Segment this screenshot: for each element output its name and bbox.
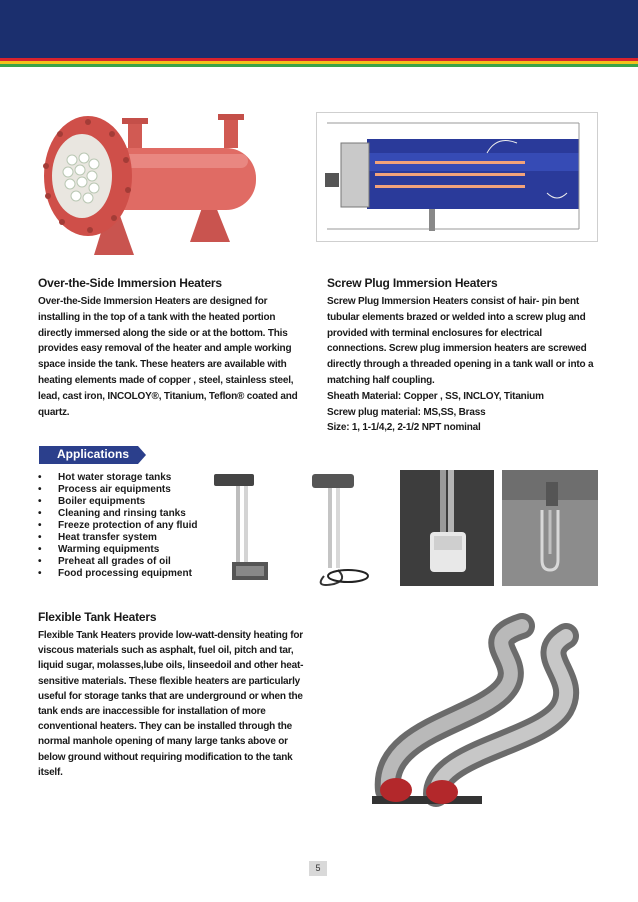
screw-plug-line: Screw Plug Immersion Heaters consist of hair- pin bent	[327, 296, 580, 307]
list-item: • Preheat all grades of oil	[38, 556, 171, 567]
over-side-heater-product-image-1	[206, 466, 274, 588]
over-side-line: heating elements made of copper , steel, stainless steel,	[38, 374, 294, 386]
over-side-line: directly immersed along the side or at the bottom. This	[38, 327, 288, 339]
header-stripe-green	[0, 64, 638, 67]
screw-plug-spec-sheath: Sheath Material: Copper , SS, INCLOY, Titanium	[327, 390, 544, 402]
bullet-icon: •	[38, 496, 42, 507]
screw-plug-line: directly through a threaded opening in a tank wall or into a	[327, 359, 594, 371]
bullet-icon: •	[38, 568, 42, 579]
list-item: • Cleaning and rinsing tanks	[38, 508, 186, 519]
screw-plug-diagram-image	[316, 112, 598, 242]
over-side-line: provides easy removal of the heater and ample working	[38, 343, 292, 355]
over-side-line: Over-the-Side Immersion Heaters are designed for	[38, 296, 268, 307]
over-side-line: quartz.	[38, 406, 70, 418]
flexible-line: itself.	[38, 766, 63, 778]
applications-title: Applications	[57, 447, 130, 461]
list-item: • Warming equipments	[38, 544, 160, 555]
over-side-line: installing in the top of a tank with the heated portion	[38, 311, 276, 323]
list-item: • Process air equipments	[38, 484, 171, 495]
screw-plug-spec-plug: Screw plug material: MS,SS, Brass	[327, 406, 486, 418]
over-side-title: Over-the-Side Immersion Heaters	[38, 276, 222, 290]
flexible-line: viscous materials such as asphalt, fuel oil, pitch and tar,	[38, 645, 294, 657]
over-side-line: space inside the tank. These heaters are available with	[38, 359, 287, 371]
list-item: • Hot water storage tanks	[38, 472, 172, 483]
over-side-heater-product-image-2	[298, 466, 374, 588]
screw-plug-line: matching half coupling.	[327, 374, 435, 386]
bullet-icon: •	[38, 472, 42, 483]
bullet-icon: •	[38, 484, 42, 495]
flexible-description	[38, 628, 313, 780]
flexible-line: below ground without requiring modification to the tank	[38, 751, 293, 763]
bullet-icon: •	[38, 520, 42, 531]
list-item: • Heat transfer system	[38, 532, 157, 543]
screw-plug-line: connections. Screw plug immersion heaters are screwed	[327, 343, 587, 355]
flexible-line: tank ends are inaccessible for installation of more	[38, 706, 266, 718]
bullet-icon: •	[38, 508, 42, 519]
flexible-title: Flexible Tank Heaters	[38, 610, 157, 624]
bullet-icon: •	[38, 532, 42, 543]
screw-plug-line: tubular elements brazed or welded into a screw plug and	[327, 311, 586, 323]
screw-plug-spec-size: Size: 1, 1-1/4,2, 2-1/2 NPT nominal	[327, 422, 481, 434]
applications-list	[38, 472, 197, 580]
screw-plug-description	[327, 294, 612, 436]
over-side-line: lead, cast iron, INCOLOY®, Titanium, Teflon® coated and	[38, 390, 298, 402]
bullet-icon: •	[38, 556, 42, 567]
screw-plug-product-photo-2	[502, 470, 598, 586]
bullet-icon: •	[38, 544, 42, 555]
screw-plug-line: provided with terminal enclosures for electrical	[327, 327, 542, 339]
flexible-line: liquid sugar, molasses,lube oils, linseedoil and other heat-	[38, 660, 304, 672]
flexible-line: useful for storage tanks that are underground or when the	[38, 690, 303, 702]
flexible-line: Flexible Tank Heaters provide low-watt-density heating for	[38, 630, 303, 641]
over-side-description	[38, 294, 308, 420]
screw-plug-product-photo-1	[400, 470, 494, 586]
page-number: 5	[309, 861, 327, 876]
applications-tab	[39, 446, 146, 464]
flexible-line: conventional heaters. They can be installed through the	[38, 721, 293, 733]
list-item: • Freeze protection of any fluid	[38, 520, 198, 531]
list-item: • Food processing equipment	[38, 568, 192, 579]
header-band	[0, 0, 638, 58]
over-side-heater-image	[38, 110, 270, 262]
flexible-line: normal manhole opening of many large tanks above or	[38, 736, 288, 748]
screw-plug-title: Screw Plug Immersion Heaters	[327, 276, 498, 290]
flexible-heater-image	[352, 612, 602, 822]
list-item: • Boiler equipments	[38, 496, 146, 507]
flexible-line: sensitive materials. These flexible heaters are particularly	[38, 675, 301, 687]
